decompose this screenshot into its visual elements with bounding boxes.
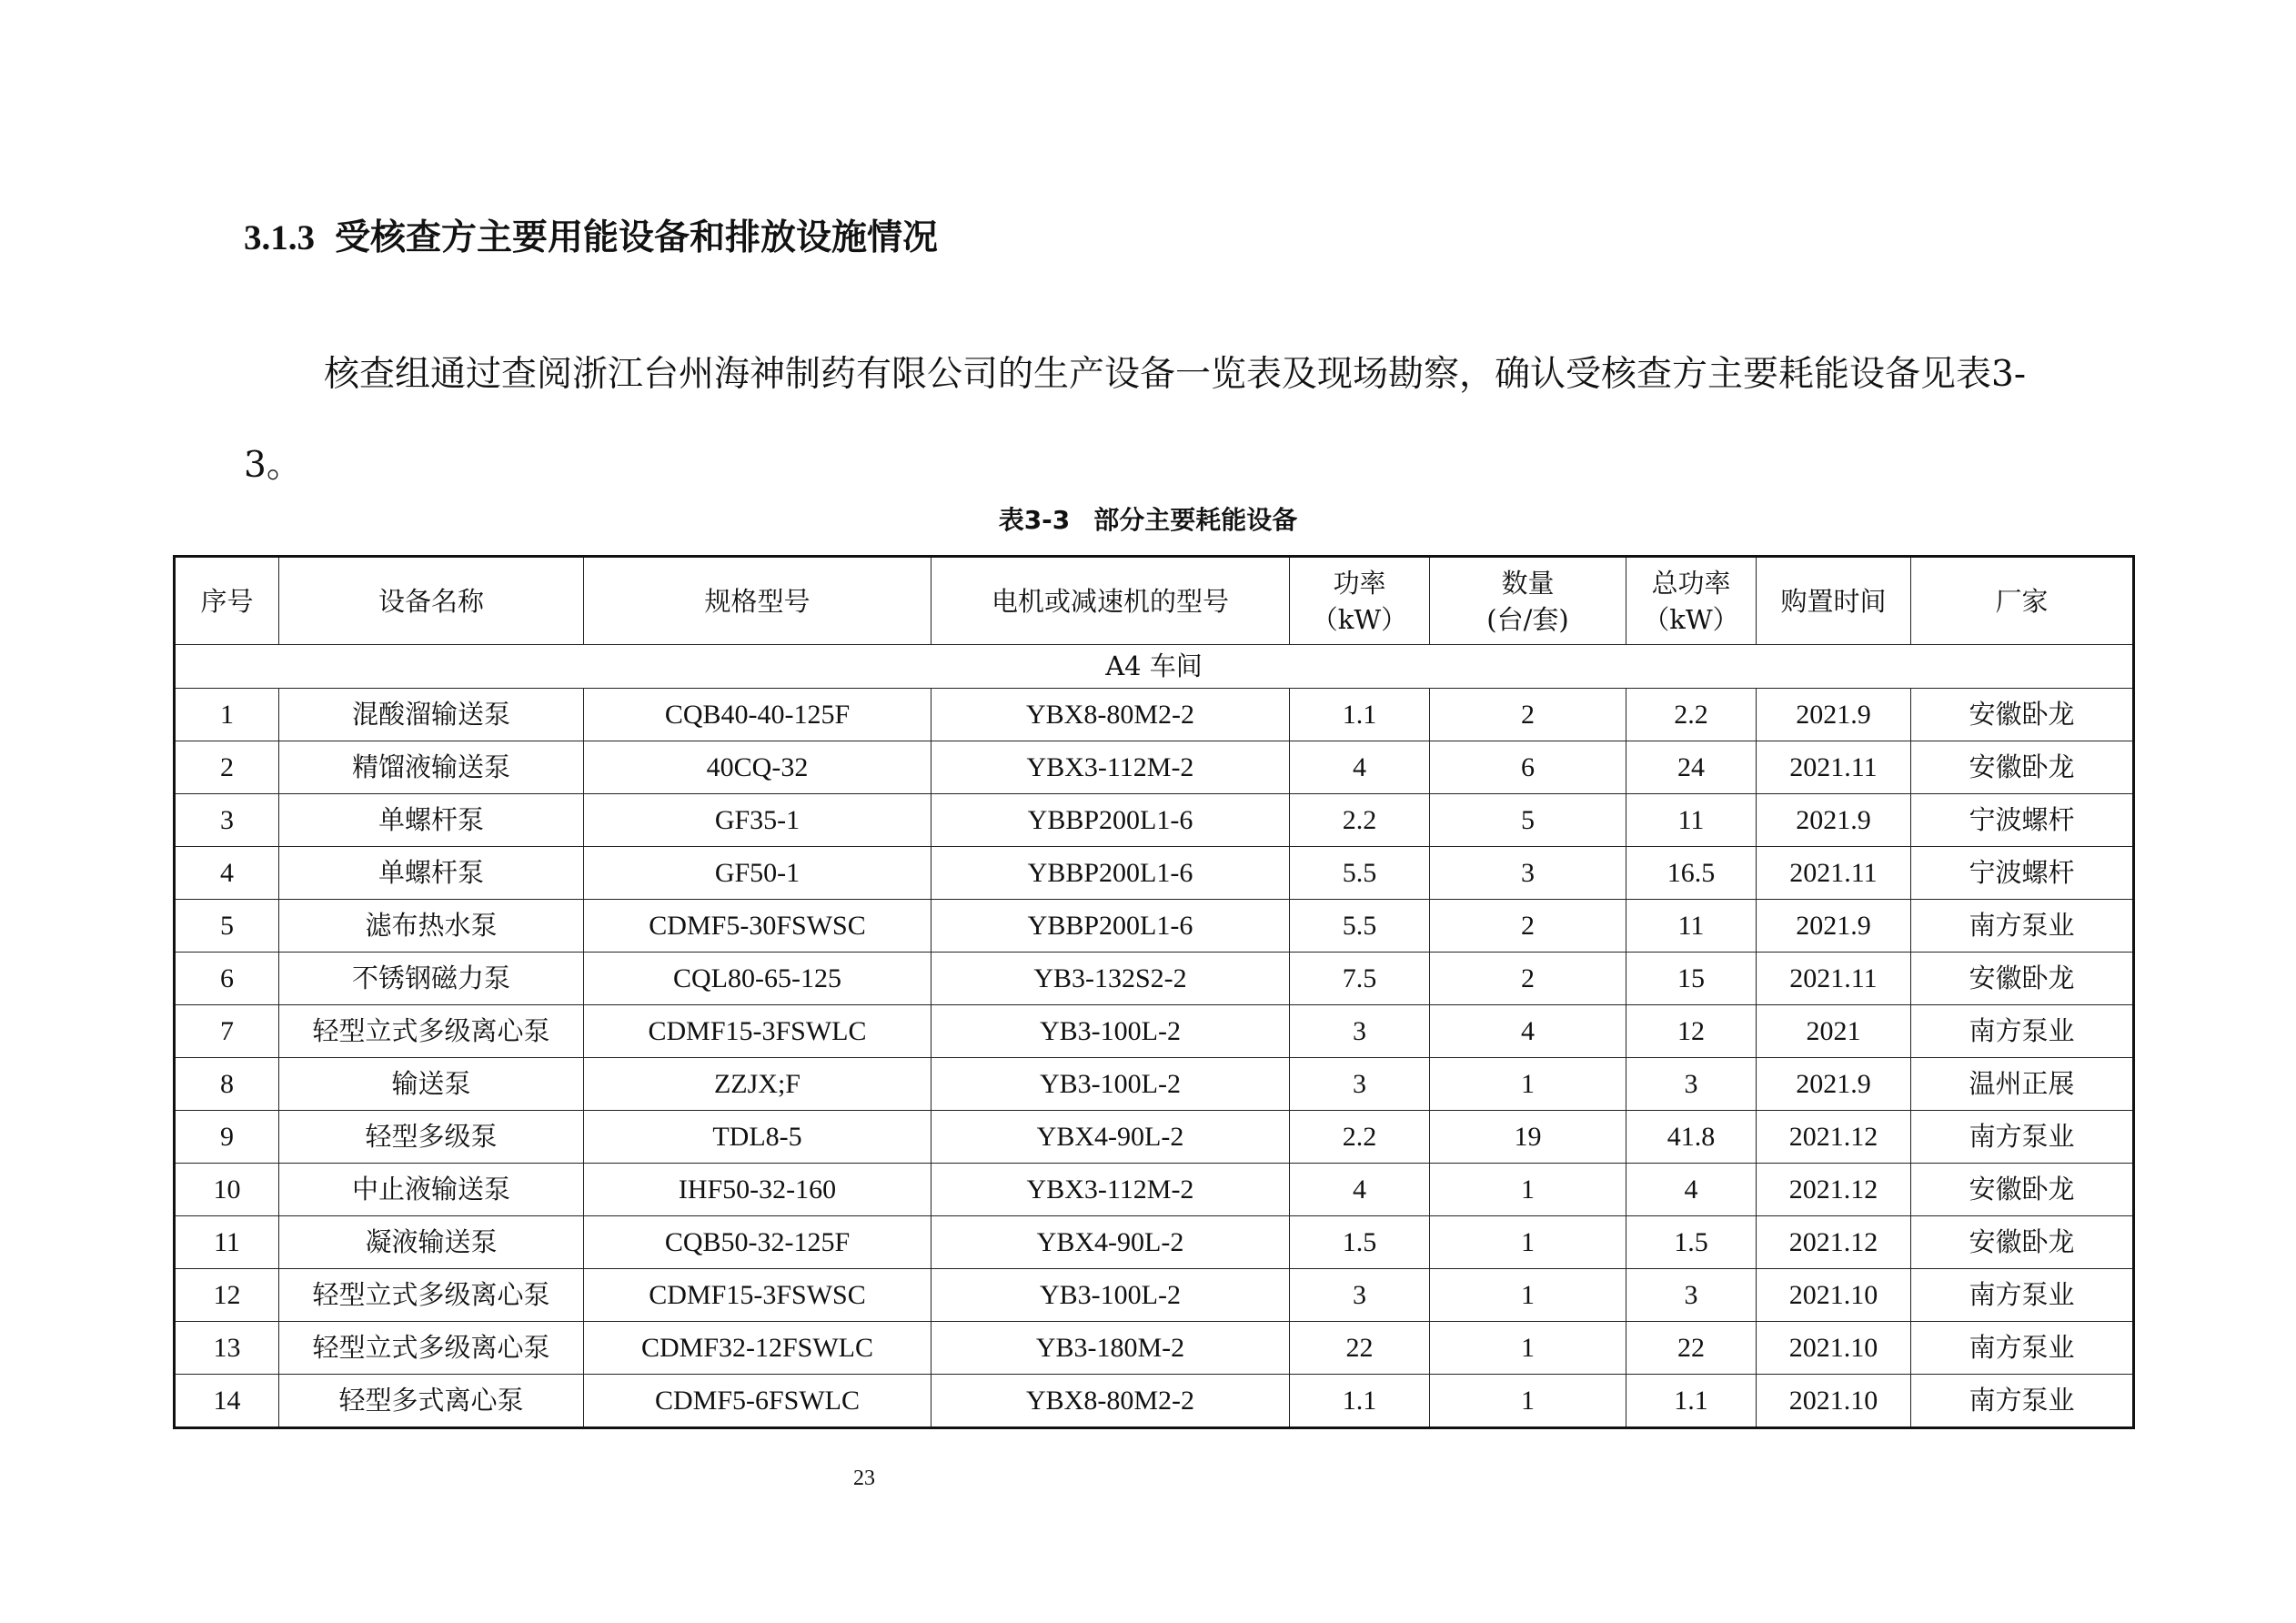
cell-date: 2021 xyxy=(1757,1005,1911,1058)
table-row xyxy=(175,689,2134,741)
cell-power: 5.5 xyxy=(1290,847,1430,900)
cell-date: 2021.10 xyxy=(1757,1375,1911,1428)
cell-power: 3 xyxy=(1290,1269,1430,1322)
table-header-row xyxy=(175,557,2134,645)
table-row xyxy=(175,1216,2134,1269)
cell-seq: 13 xyxy=(175,1322,279,1375)
cell-seq: 11 xyxy=(175,1216,279,1269)
cell-motor: YB3-100L-2 xyxy=(931,1005,1290,1058)
cell-qty: 5 xyxy=(1430,794,1626,847)
cell-name: 单螺杆泵 xyxy=(279,794,584,847)
cell-power: 2.2 xyxy=(1290,1111,1430,1164)
cell-qty: 1 xyxy=(1430,1375,1626,1428)
cell-power: 1.5 xyxy=(1290,1216,1430,1269)
cell-name: 滤布热水泵 xyxy=(279,900,584,953)
cell-seq: 8 xyxy=(175,1058,279,1111)
cell-seq: 5 xyxy=(175,900,279,953)
cell-total-power: 11 xyxy=(1626,794,1757,847)
cell-motor: YBX3-112M-2 xyxy=(931,1164,1290,1216)
group-row xyxy=(175,645,2134,689)
cell-spec: CQB50-32-125F xyxy=(584,1216,931,1269)
table-row xyxy=(175,900,2134,953)
group-label: A4 车间 xyxy=(175,645,2134,689)
header-spec: 规格型号 xyxy=(584,557,931,645)
cell-maker: 安徽卧龙 xyxy=(1911,741,2134,794)
cell-total-power: 1.5 xyxy=(1626,1216,1757,1269)
cell-motor: YBBP200L1-6 xyxy=(931,794,1290,847)
cell-spec: ZZJX;F xyxy=(584,1058,931,1111)
cell-spec: IHF50-32-160 xyxy=(584,1164,931,1216)
cell-date: 2021.12 xyxy=(1757,1111,1911,1164)
table-row xyxy=(175,953,2134,1005)
cell-name: 输送泵 xyxy=(279,1058,584,1111)
cell-motor: YBBP200L1-6 xyxy=(931,847,1290,900)
section-number: 3.1.3 xyxy=(244,218,315,257)
header-qty-label: 数量 xyxy=(1501,567,1555,599)
page-number: 23 xyxy=(853,1467,875,1490)
cell-total-power: 41.8 xyxy=(1626,1111,1757,1164)
table-row xyxy=(175,794,2134,847)
cell-motor: YBBP200L1-6 xyxy=(931,900,1290,953)
cell-total-power: 4 xyxy=(1626,1164,1757,1216)
table-row xyxy=(175,1269,2134,1322)
header-seq: 序号 xyxy=(175,557,279,645)
cell-qty: 4 xyxy=(1430,1005,1626,1058)
table-row xyxy=(175,1005,2134,1058)
header-power xyxy=(1290,557,1430,645)
table-row xyxy=(175,741,2134,794)
cell-spec: CDMF32-12FSWLC xyxy=(584,1322,931,1375)
cell-seq: 1 xyxy=(175,689,279,741)
cell-qty: 1 xyxy=(1430,1216,1626,1269)
cell-qty: 2 xyxy=(1430,689,1626,741)
cell-name: 不锈钢磁力泵 xyxy=(279,953,584,1005)
cell-name: 凝液输送泵 xyxy=(279,1216,584,1269)
table-row xyxy=(175,1164,2134,1216)
table-row xyxy=(175,1375,2134,1428)
cell-motor: YBX4-90L-2 xyxy=(931,1111,1290,1164)
cell-date: 2021.9 xyxy=(1757,900,1911,953)
cell-power: 3 xyxy=(1290,1005,1430,1058)
cell-maker: 温州正展 xyxy=(1911,1058,2134,1111)
cell-qty: 19 xyxy=(1430,1111,1626,1164)
cell-seq: 4 xyxy=(175,847,279,900)
body-paragraph: 核查组通过查阅浙江台州海神制药有限公司的生产设备一览表及现场勘察，确认受核查方主要耗能设备见表3-3。 xyxy=(244,354,2026,486)
cell-date: 2021.11 xyxy=(1757,953,1911,1005)
cell-motor: YBX8-80M2-2 xyxy=(931,689,1290,741)
cell-qty: 2 xyxy=(1430,900,1626,953)
cell-spec: 40CQ-32 xyxy=(584,741,931,794)
header-name: 设备名称 xyxy=(279,557,584,645)
table-row xyxy=(175,1111,2134,1164)
cell-spec: CQB40-40-125F xyxy=(584,689,931,741)
cell-total-power: 1.1 xyxy=(1626,1375,1757,1428)
cell-seq: 6 xyxy=(175,953,279,1005)
cell-name: 轻型立式多级离心泵 xyxy=(279,1269,584,1322)
equipment-table xyxy=(173,555,2135,1429)
cell-seq: 9 xyxy=(175,1111,279,1164)
cell-maker: 南方泵业 xyxy=(1911,1005,2134,1058)
cell-qty: 3 xyxy=(1430,847,1626,900)
cell-power: 1.1 xyxy=(1290,689,1430,741)
cell-qty: 1 xyxy=(1430,1322,1626,1375)
cell-total-power: 22 xyxy=(1626,1322,1757,1375)
cell-motor: YB3-180M-2 xyxy=(931,1322,1290,1375)
cell-name: 轻型多式离心泵 xyxy=(279,1375,584,1428)
cell-spec: TDL8-5 xyxy=(584,1111,931,1164)
cell-name: 精馏液输送泵 xyxy=(279,741,584,794)
cell-seq: 2 xyxy=(175,741,279,794)
header-motor: 电机或减速机的型号 xyxy=(931,557,1290,645)
cell-maker: 宁波螺杆 xyxy=(1911,847,2134,900)
cell-power: 2.2 xyxy=(1290,794,1430,847)
cell-spec: CDMF5-30FSWSC xyxy=(584,900,931,953)
cell-motor: YBX3-112M-2 xyxy=(931,741,1290,794)
header-power-label: 功率 xyxy=(1333,567,1386,599)
cell-total-power: 11 xyxy=(1626,900,1757,953)
cell-power: 1.1 xyxy=(1290,1375,1430,1428)
cell-name: 中止液输送泵 xyxy=(279,1164,584,1216)
cell-maker: 南方泵业 xyxy=(1911,1269,2134,1322)
cell-total-power: 24 xyxy=(1626,741,1757,794)
cell-total-power: 3 xyxy=(1626,1058,1757,1111)
cell-maker: 南方泵业 xyxy=(1911,1111,2134,1164)
cell-spec: CDMF15-3FSWLC xyxy=(584,1005,931,1058)
header-power-unit: （kW） xyxy=(1311,603,1408,635)
header-total-unit: （kW） xyxy=(1643,603,1739,635)
cell-date: 2021.9 xyxy=(1757,689,1911,741)
cell-seq: 7 xyxy=(175,1005,279,1058)
cell-spec: CDMF5-6FSWLC xyxy=(584,1375,931,1428)
cell-total-power: 15 xyxy=(1626,953,1757,1005)
cell-power: 3 xyxy=(1290,1058,1430,1111)
cell-qty: 6 xyxy=(1430,741,1626,794)
cell-seq: 10 xyxy=(175,1164,279,1216)
table-caption-number: 表3-3 xyxy=(998,505,1071,535)
cell-name: 轻型立式多级离心泵 xyxy=(279,1005,584,1058)
cell-seq: 12 xyxy=(175,1269,279,1322)
cell-maker: 安徽卧龙 xyxy=(1911,689,2134,741)
header-total-power xyxy=(1626,557,1757,645)
table-row xyxy=(175,1322,2134,1375)
cell-date: 2021.9 xyxy=(1757,1058,1911,1111)
cell-maker: 南方泵业 xyxy=(1911,1375,2134,1428)
cell-qty: 1 xyxy=(1430,1058,1626,1111)
cell-date: 2021.12 xyxy=(1757,1216,1911,1269)
table-row xyxy=(175,1058,2134,1111)
header-maker: 厂家 xyxy=(1911,557,2134,645)
cell-maker: 南方泵业 xyxy=(1911,900,2134,953)
cell-date: 2021.10 xyxy=(1757,1322,1911,1375)
cell-qty: 2 xyxy=(1430,953,1626,1005)
cell-motor: YB3-132S2-2 xyxy=(931,953,1290,1005)
header-date: 购置时间 xyxy=(1757,557,1911,645)
section-heading xyxy=(244,211,938,266)
header-total-label: 总功率 xyxy=(1651,567,1731,599)
cell-name: 混酸溜输送泵 xyxy=(279,689,584,741)
cell-date: 2021.12 xyxy=(1757,1164,1911,1216)
table-row xyxy=(175,847,2134,900)
cell-spec: CQL80-65-125 xyxy=(584,953,931,1005)
cell-maker: 安徽卧龙 xyxy=(1911,1216,2134,1269)
cell-motor: YBX8-80M2-2 xyxy=(931,1375,1290,1428)
cell-seq: 3 xyxy=(175,794,279,847)
cell-maker: 安徽卧龙 xyxy=(1911,953,2134,1005)
cell-total-power: 2.2 xyxy=(1626,689,1757,741)
cell-power: 22 xyxy=(1290,1322,1430,1375)
header-qty-unit: (台/套) xyxy=(1486,603,1569,635)
cell-date: 2021.11 xyxy=(1757,847,1911,900)
cell-name: 单螺杆泵 xyxy=(279,847,584,900)
cell-maker: 安徽卧龙 xyxy=(1911,1164,2134,1216)
table-caption-title: 部分主要耗能设备 xyxy=(1093,505,1298,535)
cell-motor: YBX4-90L-2 xyxy=(931,1216,1290,1269)
cell-maker: 南方泵业 xyxy=(1911,1322,2134,1375)
cell-power: 5.5 xyxy=(1290,900,1430,953)
cell-maker: 宁波螺杆 xyxy=(1911,794,2134,847)
cell-total-power: 3 xyxy=(1626,1269,1757,1322)
cell-spec: CDMF15-3FSWSC xyxy=(584,1269,931,1322)
cell-name: 轻型多级泵 xyxy=(279,1111,584,1164)
cell-qty: 1 xyxy=(1430,1164,1626,1216)
cell-qty: 1 xyxy=(1430,1269,1626,1322)
header-qty xyxy=(1430,557,1626,645)
cell-spec: GF50-1 xyxy=(584,847,931,900)
cell-power: 7.5 xyxy=(1290,953,1430,1005)
cell-motor: YB3-100L-2 xyxy=(931,1269,1290,1322)
table-caption xyxy=(0,502,2296,539)
cell-total-power: 16.5 xyxy=(1626,847,1757,900)
cell-date: 2021.11 xyxy=(1757,741,1911,794)
cell-total-power: 12 xyxy=(1626,1005,1757,1058)
cell-date: 2021.10 xyxy=(1757,1269,1911,1322)
cell-power: 4 xyxy=(1290,741,1430,794)
cell-name: 轻型立式多级离心泵 xyxy=(279,1322,584,1375)
cell-spec: GF35-1 xyxy=(584,794,931,847)
cell-motor: YB3-100L-2 xyxy=(931,1058,1290,1111)
cell-power: 4 xyxy=(1290,1164,1430,1216)
equipment-table-container xyxy=(173,555,2132,1429)
cell-date: 2021.9 xyxy=(1757,794,1911,847)
cell-seq: 14 xyxy=(175,1375,279,1428)
section-title: 受核查方主要用能设备和排放设施情况 xyxy=(335,217,939,258)
